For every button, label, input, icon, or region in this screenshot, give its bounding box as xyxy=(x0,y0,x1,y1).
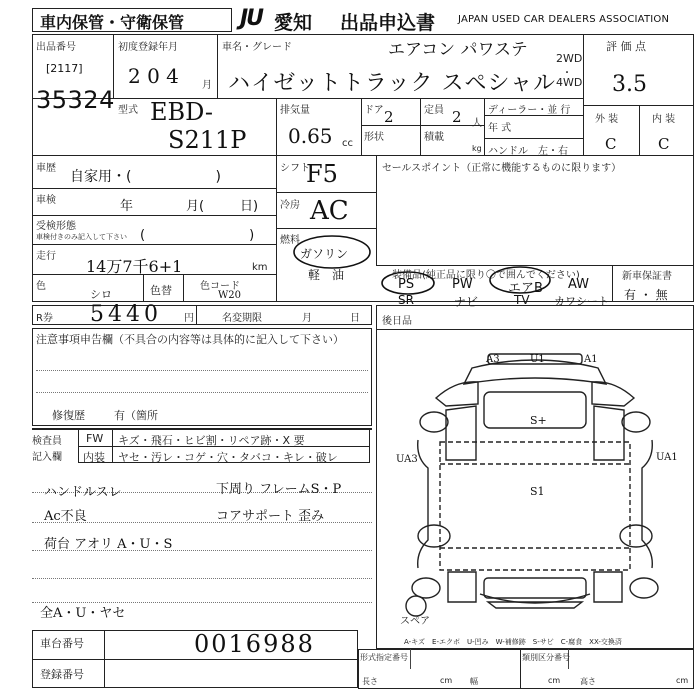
equip-kawaseat: カワシート xyxy=(554,295,609,308)
spec-length: 長さ xyxy=(362,677,378,686)
inspection-month: 月( xyxy=(186,199,205,214)
shift-label: シフト xyxy=(280,163,310,174)
equip-sr: SR xyxy=(398,293,414,307)
received-paren: ( ) xyxy=(140,228,255,243)
registration-unit: 月 xyxy=(202,80,212,91)
spec-left-label: 形式指定番号 xyxy=(360,653,408,662)
drive-sep: ・ xyxy=(562,68,572,79)
capacity-label: 定員 xyxy=(424,105,444,116)
doors-value: 2 xyxy=(384,108,394,126)
recycle-box xyxy=(32,305,372,325)
mark-ua3: UA3 xyxy=(396,454,418,465)
interior-value: C xyxy=(658,135,670,153)
fuel-circle xyxy=(290,232,380,272)
interior-inspect-label: 内装 xyxy=(83,451,105,464)
equip-ps: PS xyxy=(398,277,415,292)
mileage-value: 14万7千6+1 xyxy=(86,257,183,276)
registration-number-label: 登録番号 xyxy=(40,668,84,681)
drive-2wd: 2WD xyxy=(556,52,583,65)
repair-label: 修復歴 xyxy=(52,409,85,422)
name-change-label: 名変期限 xyxy=(222,313,262,324)
recycle-value: 5440 xyxy=(90,302,162,327)
inspection-year: 年 xyxy=(120,199,134,214)
inspector-label-2: 記入欄 xyxy=(32,452,62,463)
spec-cm-1: cm xyxy=(440,676,453,685)
doors-label: ドア xyxy=(364,105,384,116)
fuel-diesel: 軽 油 xyxy=(308,268,345,282)
spare-label: スペア xyxy=(400,616,430,627)
interior-inspect-text: ヤセ・汚レ・コゲ・穴・タバコ・キレ・破レ xyxy=(118,451,338,464)
fw-text: キズ・飛石・ヒビ割・リペア跡・X 要 xyxy=(118,434,305,447)
damage-legend: A-キズ E-エクボ U-凹み W-補修跡 S-サビ C-腐食 XX-交換済 xyxy=(404,638,622,646)
note-left-5: 全A・U・ヤセ xyxy=(40,606,126,621)
recycle-label: R券 xyxy=(36,313,53,324)
equip-tv: TV xyxy=(514,293,530,307)
color-code-value: W20 xyxy=(218,290,242,301)
note-left-2: Ac不良 xyxy=(44,509,87,524)
model-label: 型式 xyxy=(118,105,138,116)
cooler-value: AC xyxy=(310,196,349,226)
recycle-unit: 円 xyxy=(184,313,194,324)
color-code-label: 色コード xyxy=(200,281,240,292)
grade-value: 3.5 xyxy=(612,72,647,97)
displacement-unit: cc xyxy=(342,138,353,149)
note-left-1: ハンドルスレ xyxy=(44,485,122,500)
exterior-label: 外 装 xyxy=(595,114,619,125)
equip-aw: AW xyxy=(568,277,590,292)
color-value: シロ xyxy=(90,288,112,301)
form-title: 出品申込書 xyxy=(340,12,436,34)
load-label: 積載 xyxy=(424,132,444,143)
mileage-unit: km xyxy=(252,262,268,273)
received-label: 受検形態 xyxy=(36,221,76,232)
shape-label: 形状 xyxy=(364,132,384,143)
capacity-value: 2 xyxy=(452,108,462,126)
fuel-gasoline: ガソリン xyxy=(300,247,349,261)
inspection-label: 車検 xyxy=(36,195,56,206)
note-left-3: 荷台 アオリ A・U・S xyxy=(44,537,173,552)
year-label: 年 式 xyxy=(488,123,512,134)
displacement-value: 0.65 xyxy=(288,124,333,148)
note-right-2: コアサポート 歪み xyxy=(216,509,325,524)
mark-s1: S1 xyxy=(530,485,545,498)
history-value: 自家用・( ) xyxy=(70,169,221,185)
association-name: JAPAN USED CAR DEALERS ASSOCIATION xyxy=(458,14,670,25)
model-value-1: EBD- xyxy=(150,98,213,126)
mark-a1: A1 xyxy=(584,354,598,365)
dealer-label: ディーラー・並 行 xyxy=(488,105,571,116)
chassis-label: 車台番号 xyxy=(40,637,84,650)
history-label: 車歴 xyxy=(36,163,56,174)
shift-value: F5 xyxy=(306,160,338,188)
spec-cm-3: cm xyxy=(676,676,689,685)
org-name: 愛知 xyxy=(274,12,313,34)
fuel-label: 燃料 xyxy=(280,235,300,246)
received-note: 車検付きのみ記入して下さい xyxy=(36,233,127,241)
notice-label: 注意事項申告欄（不具合の内容等は具体的に記入して下さい） xyxy=(36,333,344,346)
fw-label: FW xyxy=(86,432,104,445)
storage-badge-text: 車内保管・守衛保管 xyxy=(40,13,185,32)
interior-label: 内 装 xyxy=(652,114,676,125)
handle-label: ハンドル 左・右 xyxy=(488,146,568,157)
inspection-day: 日) xyxy=(240,199,259,214)
mark-s-plus: S+ xyxy=(530,414,547,427)
lot-label: 出品番号 xyxy=(36,42,76,53)
lot-sub: [2117] xyxy=(46,62,83,75)
car-name-line2: ハイゼットトラック スペシャル xyxy=(228,71,557,96)
registration-label: 初度登録年月 xyxy=(118,42,178,53)
post-date-label: 後日品 xyxy=(382,316,412,327)
spec-width: 幅 xyxy=(470,677,478,686)
warranty-value: 有 ・ 無 xyxy=(624,288,668,302)
chassis-value: 0016988 xyxy=(194,630,315,658)
repair-value: 有（箇所 xyxy=(114,409,158,422)
load-unit: kg xyxy=(472,144,482,153)
warranty-label: 新車保証書 xyxy=(622,271,672,282)
mileage-label: 走行 xyxy=(36,251,56,262)
model-value-2: S211P xyxy=(168,126,247,154)
mark-a3: A3 xyxy=(486,354,500,365)
spec-right-label: 類別区分番号 xyxy=(522,653,570,662)
cooler-label: 冷房 xyxy=(280,200,300,211)
mark-ua1: UA1 xyxy=(656,452,678,463)
exterior-value: C xyxy=(605,135,617,153)
equip-pw: PW xyxy=(452,277,473,292)
inspector-label-1: 検査員 xyxy=(32,436,62,447)
registration-value: 2 0 4 xyxy=(128,64,179,88)
equip-airbag: エアB xyxy=(508,281,543,296)
drive-4wd: 4WD xyxy=(556,76,583,89)
color-label: 色 xyxy=(36,281,46,292)
capacity-unit: 人 xyxy=(472,118,482,129)
car-name-line1: エアコン パワステ xyxy=(388,40,528,60)
ju-logo: JU xyxy=(240,6,263,31)
name-change-day: 日 xyxy=(350,313,360,324)
spec-cm-2: cm xyxy=(548,676,561,685)
lot-number: 35324 xyxy=(36,86,115,114)
displacement-label: 排気量 xyxy=(280,105,310,116)
mark-u1: U1 xyxy=(530,354,545,365)
sales-point-label: セールスポイント（正常に機能するものに限ります） xyxy=(382,163,622,174)
color-change-label: 色替 xyxy=(150,284,172,297)
equip-navi: ナビ xyxy=(454,295,479,309)
note-right-1: 下周り フレームS・P xyxy=(216,482,342,497)
grade-label: 評 価 点 xyxy=(606,40,646,53)
car-name-label: 車名・グレード xyxy=(222,42,292,53)
name-change-month: 月 xyxy=(302,313,312,324)
equipment-label: 装備品(純正品に限り〇で囲んでください) xyxy=(392,270,580,281)
equipment-circles xyxy=(376,262,576,298)
spec-height: 高さ xyxy=(580,677,596,686)
